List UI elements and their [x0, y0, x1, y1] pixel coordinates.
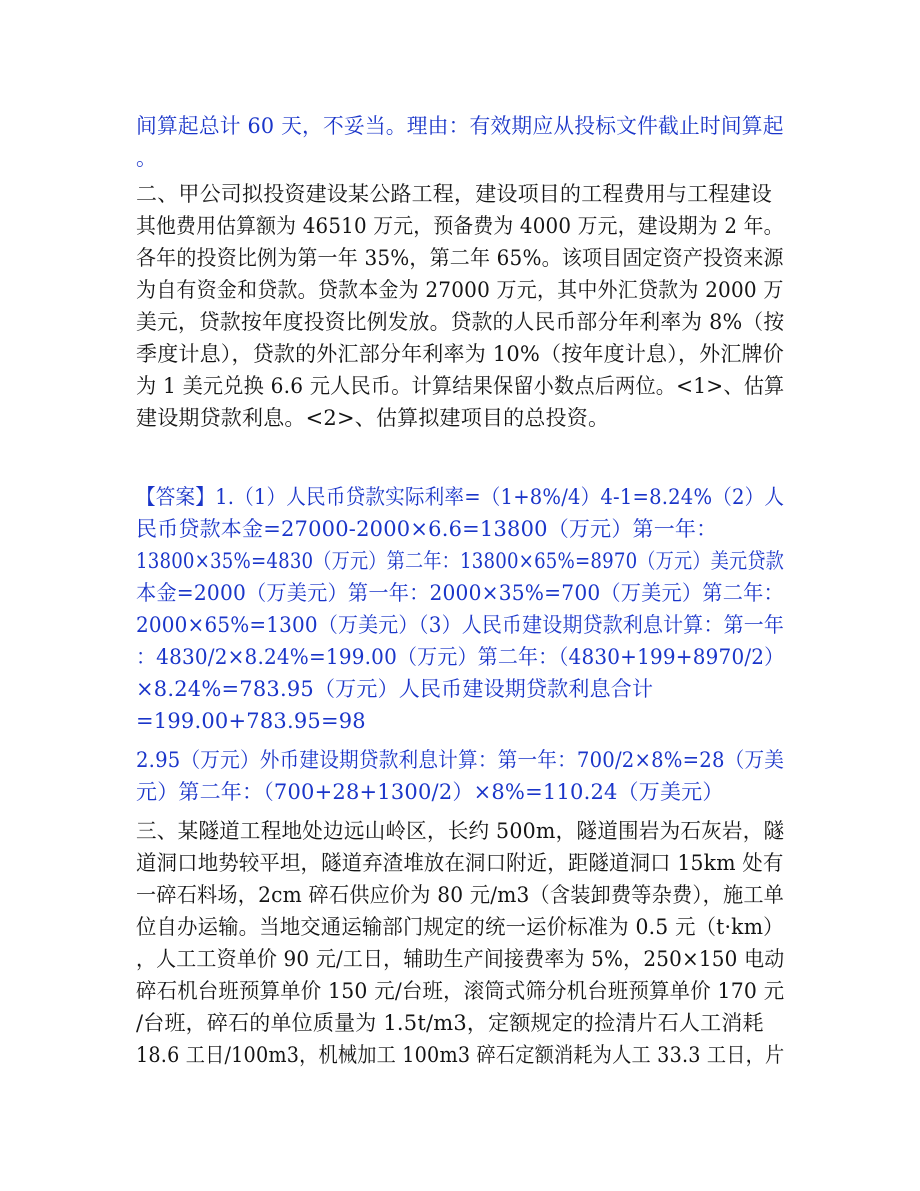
text-line: 。 — [136, 146, 158, 170]
text-line: 本金=2000（万美元）第一年：2000×35%=700（万美元）第二年： — [136, 581, 784, 605]
text-line: ，人工工资单价 90 元/工日，辅助生产间接费率为 5%，250×150 电动 — [136, 947, 785, 971]
text-line: 三、某隧道工程地处边远山岭区，长约 500m，隧道围岩为石灰岩，隧 — [136, 819, 785, 843]
text-line: ：4830/2×8.24%=199.00（万元）第二年：（4830+199+8970/2） — [136, 645, 785, 669]
question-3-paragraph — [136, 815, 784, 1071]
text-line: ×8.24%=783.95（万元）人民币建设期贷款利息合计 — [136, 677, 654, 701]
text-line: 18.6 工日/100m3，机械加工 100m3 碎石定额消耗为人工 33.3 工日，片 — [136, 1043, 785, 1067]
intro-paragraph — [136, 110, 784, 174]
text-line: 其他费用估算额为 46510 万元，预备费为 4000 万元，建设期为 2 年。 — [136, 214, 784, 238]
text-line: 道洞口地势较平坦，隧道弃渣堆放在洞口附近，距隧道洞口 15km 处有 — [136, 851, 784, 875]
text-line: 为 1 美元兑换 6.6 元人民币。计算结果保留小数点后两位。<1>、估算 — [136, 374, 785, 398]
text-line: 间算起总计 60 天，不妥当。理由：有效期应从投标文件截止时间算起 — [136, 114, 784, 138]
text-line: /台班，碎石的单位质量为 1.5t/m3，定额规定的捡清片石人工消耗 — [136, 1011, 764, 1035]
text-line: 为自有资金和贷款。贷款本金为 27000 万元，其中外汇贷款为 2000 万 — [136, 278, 784, 302]
text-line: 各年的投资比例为第一年 35%，第二年 65%。该项目固定资产投资来源 — [136, 246, 784, 270]
answer-paragraph — [136, 481, 784, 737]
text-line: 2000×65%=1300（万美元）（3）人民币建设期贷款利息计算：第一年 — [136, 613, 785, 637]
text-line: 美元，贷款按年度投资比例发放。贷款的人民币部分年利率为 8%（按 — [136, 310, 785, 334]
text-line: 民币贷款本金=27000-2000×6.6=13800（万元）第一年： — [136, 517, 718, 541]
text-line: 一碎石料场，2cm 碎石供应价为 80 元/m3（含装卸费等杂费），施工单 — [136, 883, 785, 907]
question-2-paragraph — [136, 178, 784, 434]
text-line: 碎石机台班预算单价 150 元/台班，滚筒式筛分机台班预算单价 170 元 — [136, 979, 785, 1003]
text-line: 季度计息），贷款的外汇部分年利率为 10%（按年度计息），外汇牌价 — [136, 342, 784, 366]
text-line: =199.00+783.95=98 — [136, 709, 366, 733]
text-line: 2.95（万元）外币建设期贷款利息计算：第一年：700/2×8%=28（万美 — [136, 748, 785, 772]
text-line: 二、甲公司拟投资建设某公路工程，建设项目的工程费用与工程建设 — [136, 182, 772, 206]
text-line: 【答案】1.（1）人民币贷款实际利率=（1+8%/4）4-1=8.24%（2）人 — [136, 485, 785, 509]
text-line: 位自办运输。当地交通运输部门规定的统一运价标准为 0.5 元（t·km） — [136, 915, 784, 939]
text-line: 建设期贷款利息。<2>、估算拟建项目的总投资。 — [136, 406, 610, 430]
text-line: 13800×35%=4830（万元）第二年：13800×65%=8970（万元）美元贷款 — [136, 549, 785, 573]
answer-continuation-paragraph — [136, 744, 784, 808]
text-line: 元）第二年：（700+28+1300/2）×8%=110.24（万美元） — [136, 780, 724, 804]
